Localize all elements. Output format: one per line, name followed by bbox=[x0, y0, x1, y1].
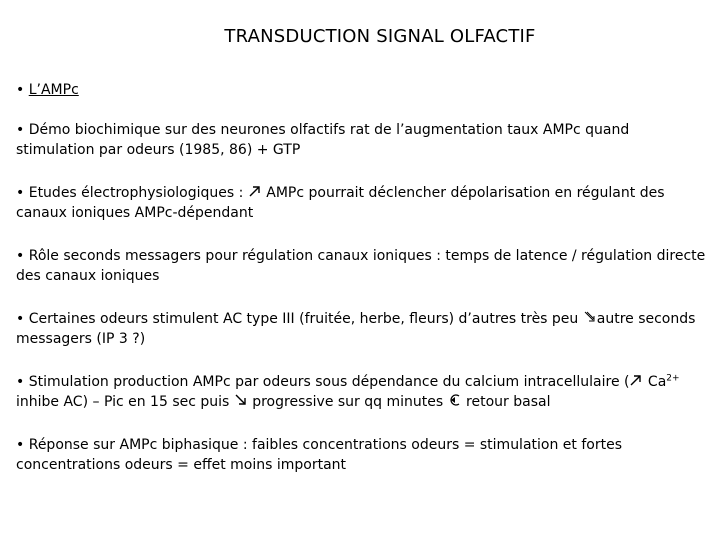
bullet-text: Rôle seconds messagers pour régulation canaux ioniques : temps de latence / régulation directe des canaux ioniques bbox=[16, 248, 706, 284]
calcium-charge: 2+ bbox=[666, 373, 680, 384]
slide-title: TRANSDUCTION SIGNAL OLFACTIF bbox=[224, 26, 536, 47]
bullet-text: Réponse sur AMPc biphasique : faibles concentrations odeurs = stimulation et fortes concentrations odeurs = effet moins important bbox=[16, 437, 622, 473]
bullet-marker: • bbox=[16, 122, 25, 138]
bullet-list bbox=[16, 80, 706, 475]
bullet-marker: • bbox=[16, 437, 25, 453]
bullet-text-continued: autre seconds messagers (IP 3 ?) bbox=[16, 311, 696, 347]
bullet-text: L’AMPc bbox=[28, 82, 79, 98]
bullet-marker: • bbox=[16, 311, 25, 327]
bullet-role-seconds-messagers bbox=[16, 246, 706, 286]
calcium-text: Ca bbox=[643, 374, 667, 390]
bullet-etudes-electrophysiologiques bbox=[16, 183, 706, 223]
bullet-text: Stimulation production AMPc par odeurs sous dépendance du calcium intracellulaire ( bbox=[28, 374, 630, 390]
arrow-up-right-icon bbox=[629, 373, 643, 387]
bullet-text-continued: AMPc pourrait déclencher dépolarisation en régulant des canaux ioniques AMPc-dépendant bbox=[16, 185, 665, 221]
bullet-text-continued: inhibe AC) – Pic en 15 sec puis bbox=[16, 394, 234, 410]
bullet-marker: • bbox=[16, 248, 25, 264]
bullet-marker: • bbox=[16, 185, 25, 201]
bullet-text: Démo biochimique sur des neurones olfactifs rat de l’augmentation taux AMPc quand stimulation par odeurs (1985, 86) + GTP bbox=[16, 122, 630, 158]
bullet-certaines-odeurs bbox=[16, 309, 706, 349]
bullet-text: Certaines odeurs stimulent AC type III (fruitée, herbe, fleurs) d’autres très peu bbox=[28, 311, 583, 327]
bullet-marker: • bbox=[16, 82, 25, 98]
arrow-down-right-icon bbox=[234, 393, 248, 407]
bullet-marker: • bbox=[16, 374, 25, 390]
bullet-ampc bbox=[16, 80, 706, 100]
bullet-stimulation-production bbox=[16, 372, 706, 412]
arrow-right-outline-icon bbox=[583, 310, 597, 324]
bullet-text: Etudes électrophysiologiques : bbox=[28, 185, 248, 201]
bullet-text-continued: progressive sur qq minutes bbox=[247, 394, 448, 410]
arrow-up-right-icon bbox=[248, 184, 262, 198]
arrow-return-icon bbox=[448, 393, 462, 407]
bullet-text-continued: retour basal bbox=[461, 394, 551, 410]
bullet-demo-biochimique bbox=[16, 120, 706, 160]
bullet-reponse-biphasique bbox=[16, 435, 706, 475]
